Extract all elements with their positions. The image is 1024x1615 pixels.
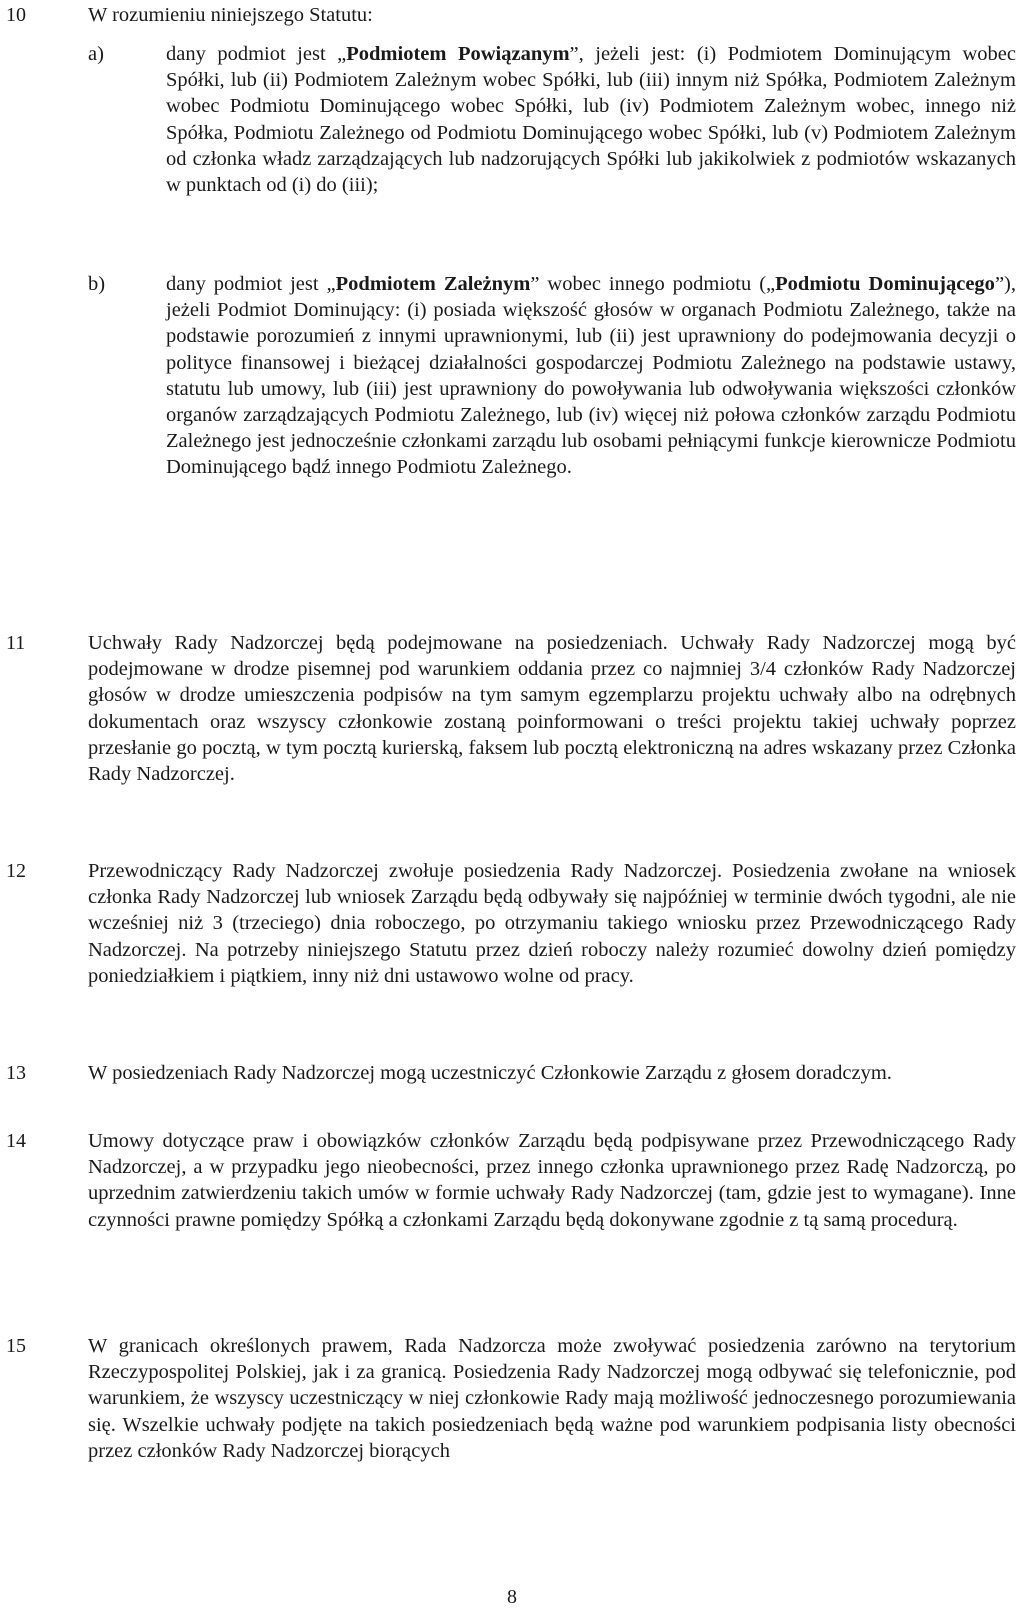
clause-number: 11 — [6, 632, 26, 654]
clause-text: W rozumieniu niniejszego Statutu: — [88, 4, 373, 26]
clause-number: 14 — [6, 1130, 26, 1152]
defined-term: Podmiotem Powiązanym — [346, 43, 570, 65]
clause-text: W granicach określonych prawem, Rada Nadzorcza może zwoływać posiedzenia zarówno na terytorium Rzeczypospolitej Polskiej, jak i za granicą. Posiedzenia Rady Nadzorczej mogą odbywać się telefonicznie, pod warunkiem, że wszyscy uczestniczący w niej członkowie Rady mają możliwość jednoczesnego porozumiewania się. Wszelkie uchwały podjęte na takich posiedzeniach będą ważne pod warunkiem podpisania listy obecności przez członków Rady Nadzorczej biorących — [88, 1335, 1016, 1462]
clause-number: 10 — [6, 4, 26, 26]
item-text: dany podmiot jest „Podmiotem Powiązanym”, jeżeli jest: (i) Podmiotem Dominującym wobec Spółki, lub (ii) Podmiotem Zależnym wobec Spółki, lub (iii) innym niż Spółka, Podmiotem Zależnym wobec Podmiotu Dominującego wobec Spółki, lub (iv) Podmiotem Zależnym wobec, innego niż Spółka, Podmiotu Zależnego od Podmiotu Dominującego wobec Spółki, lub (v) Podmiotem Zależnym od członka władz zarządzających lub nadzorujących Spółki lub jakikolwiek z podmiotów wskazanych w punktach od (i) do (iii); — [166, 43, 1016, 197]
clause-text: Umowy dotyczące praw i obowiązków członków Zarządu będą podpisywane przez Przewodniczącego Rady Nadzorczej, a w przypadku jego nieobecności, przez innego członka uprawnionego przez Radę Nadzorczą, po uprzednim zatwierdzeniu takich umów w formie uchwały Rady Nadzorczej (tam, gdzie jest to wymagane). Inne czynności prawne pomiędzy Spółką a członkami Zarządu będą dokonywane zgodnie z tą samą procedurą. — [88, 1130, 1016, 1231]
defined-term: Podmiotem Zależnym — [335, 273, 531, 295]
item-label: b) — [88, 273, 106, 295]
item-label: a) — [88, 43, 104, 65]
clause-text: Przewodniczący Rady Nadzorczej zwołuje posiedzenia Rady Nadzorczej. Posiedzenia zwołane na wniosek członka Rady Nadzorczej lub wniosek Zarządu będą odbywały się najpóźniej w terminie dwóch tygodni, ale nie wcześniej niż 3 (trzeciego) dnia roboczego, po otrzymaniu takiego wniosku przez Przewodniczącego Rady Nadzorczej. Na potrzeby niniejszego Statutu przez dzień roboczy należy rozumieć dowolny dzień pomiędzy poniedziałkiem i piątkiem, inny niż dni ustawowo wolne od pracy. — [88, 860, 1016, 987]
clause-number: 13 — [6, 1062, 26, 1084]
item-text: dany podmiot jest „Podmiotem Zależnym” wobec innego podmiotu („Podmiotu Dominującego”), jeżeli Podmiot Dominujący: (i) posiada większość głosów w organach Podmiotu Zależnego, także na podstawie porozumień z innymi uprawnionymi, lub (ii) jest uprawniony do podejmowania decyzji o polityce finansowej i bieżącej działalności gospodarczej Podmiotu Zależnego na podstawie ustawy, statutu lub umowy, lub (iii) jest uprawniony do powoływania lub odwoływania większości członków organów zarządzających Podmiotu Zależnego, lub (iv) więcej niż połowa członków zarządu Podmiotu Zależnego jest jednocześnie członkami zarządu lub osobami pełniącymi funkcje kierownicze Podmiotu Dominującego bądź innego Podmiotu Zależnego. — [166, 273, 1016, 479]
page-number: 8 — [507, 1586, 517, 1608]
clause-text: Uchwały Rady Nadzorczej będą podejmowane na posiedzeniach. Uchwały Rady Nadzorczej mogą być podejmowane w drodze pisemnej pod warunkiem oddania przez co najmniej 3/4 członków Rady Nadzorczej głosów w drodze umieszczenia podpisów na tym samym egzemplarzu projektu uchwały albo na odrębnych dokumentach oraz wszyscy członkowie zostaną poinformowani o treści projektu takiej uchwały poprzez przesłanie go pocztą, w tym pocztą kurierską, faksem lub pocztą elektroniczną na adres wskazany przez Członka Rady Nadzorczej. — [88, 632, 1016, 786]
clause-number: 12 — [6, 860, 26, 882]
defined-term: Podmiotu Dominującego — [775, 273, 995, 295]
clause-number: 15 — [6, 1335, 26, 1357]
clause-text: W posiedzeniach Rady Nadzorczej mogą uczestniczyć Członkowie Zarządu z głosem doradczym. — [88, 1062, 892, 1084]
